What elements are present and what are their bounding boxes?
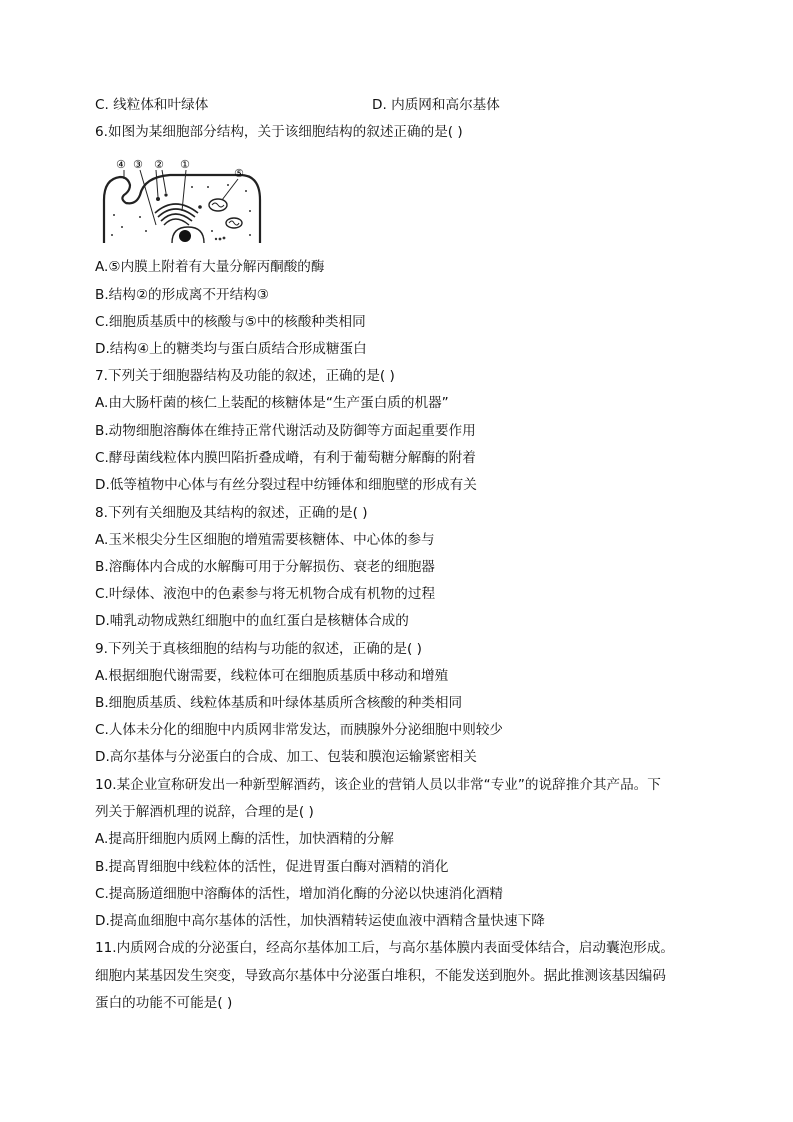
- mitochondrion-cristae: [212, 203, 224, 207]
- q7-option-b: B.动物细胞溶酶体在维持正常代谢活动及防御等方面起重要作用: [95, 423, 476, 439]
- cell-diagram-svg: [100, 155, 270, 245]
- vesicle: [156, 197, 160, 201]
- leader-line: [156, 170, 158, 197]
- figure-label: ①: [180, 158, 190, 171]
- q9-stem: 9.下列关于真核细胞的结构与功能的叙述，正确的是( ): [95, 641, 422, 657]
- q8-option-b: B.溶酶体内合成的水解酶可用于分解损伤、衰老的细胞器: [95, 559, 435, 575]
- q11-stem-line1: 11.内质网合成的分泌蛋白，经高尔基体加工后，与高尔基体膜内表面受体结合，启动囊泡形成。: [95, 940, 674, 956]
- q8-option-c: C.叶绿体、液泡中的色素参与将无机物合成有机物的过程: [95, 586, 436, 602]
- q10-option-b: B.提高胃细胞中线粒体的活性，促进胃蛋白酶对酒精的消化: [95, 859, 449, 875]
- q6-option-a: A.⑤内膜上附着有大量分解丙酮酸的酶: [95, 259, 325, 275]
- q9-option-a: A.根据细胞代谢需要，线粒体可在细胞质基质中移动和增殖: [95, 668, 449, 684]
- nucleolus: [179, 230, 191, 242]
- q10-option-a: A.提高肝细胞内质网上酶的活性，加快酒精的分解: [95, 831, 394, 847]
- q8-option-a: A.玉米根尖分生区细胞的增殖需要核糖体、中心体的参与: [95, 532, 435, 548]
- vesicle: [198, 205, 202, 209]
- leader-line: [162, 170, 166, 193]
- mitochondrion-cristae: [229, 221, 239, 225]
- q7-option-d: D.低等植物中心体与有丝分裂过程中纺锤体和细胞壁的形成有关: [95, 477, 477, 493]
- q7-stem: 7.下列关于细胞器结构及功能的叙述，正确的是( ): [95, 368, 395, 384]
- golgi-cisterna-2: [158, 209, 195, 217]
- q11-stem-line2: 细胞内某基因发生突变，导致高尔基体中分泌蛋白堆积，不能发送到胞外。据此推测该基因编码: [95, 968, 666, 984]
- q11-stem-line3: 蛋白的功能不可能是( ): [95, 995, 233, 1011]
- vesicle: [164, 193, 167, 196]
- q6-option-d: D.结构④上的糖类均与蛋白质结合形成糖蛋白: [95, 341, 367, 357]
- q8-option-d: D.哺乳动物成熟红细胞中的血红蛋白是核糖体合成的: [95, 613, 409, 629]
- q9-option-b: B.细胞质基质、线粒体基质和叶绿体基质所含核酸的种类相同: [95, 695, 463, 711]
- cell-structure-figure: [100, 155, 270, 245]
- q5-option-d: D. 内质网和高尔基体: [372, 97, 500, 113]
- q5-option-c: C. 线粒体和叶绿体: [95, 97, 209, 113]
- golgi-cisterna-3: [161, 214, 192, 221]
- q10-option-d: D.提高血细胞中高尔基体的活性，加快酒精转运使血液中酒精含量快速下降: [95, 913, 545, 929]
- q8-stem: 8.下列有关细胞及其结构的叙述，正确的是( ): [95, 505, 368, 521]
- leader-line: [222, 179, 238, 200]
- q9-option-d: D.高尔基体与分泌蛋白的合成、加工、包装和膜泡运输紧密相关: [95, 749, 477, 765]
- figure-label: ④: [116, 158, 126, 171]
- q6-stem: 6.如图为某细胞部分结构，关于该细胞结构的叙述正确的是( ): [95, 124, 463, 140]
- q7-option-a: A.由大肠杆菌的核仁上装配的核糖体是“生产蛋白质的机器”: [95, 395, 449, 411]
- q9-option-c: C.人体未分化的细胞中内质网非常发达，而胰腺外分泌细胞中则较少: [95, 722, 504, 738]
- q10-stem-line1: 10.某企业宣称研发出一种新型解酒药，该企业的营销人员以非常“专业”的说辞推介其产品。下: [95, 777, 661, 793]
- q6-option-c: C.细胞质基质中的核酸与⑤中的核酸种类相同: [95, 314, 366, 330]
- q10-stem-line2: 列关于解酒机理的说辞，合理的是( ): [95, 804, 314, 820]
- figure-label: ③: [133, 158, 143, 171]
- figure-label: ⑤: [234, 167, 244, 180]
- golgi-cisterna-4: [164, 219, 189, 225]
- q7-option-c: C.酵母菌线粒体内膜凹陷折叠成嵴，有利于葡萄糖分解酶的附着: [95, 450, 476, 466]
- q10-option-c: C.提高肠道细胞中溶酶体的活性，增加消化酶的分泌以快速消化酒精: [95, 886, 504, 902]
- q6-option-b: B.结构②的形成离不开结构③: [95, 287, 269, 303]
- figure-label: ②: [154, 158, 164, 171]
